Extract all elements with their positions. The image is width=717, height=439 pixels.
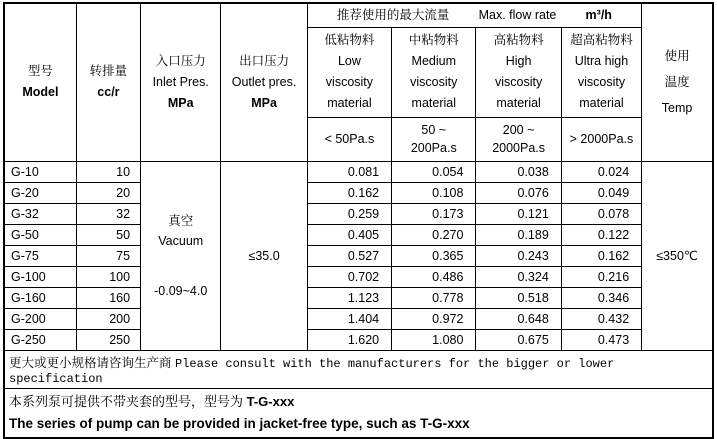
header-inlet-unit: MPa <box>167 95 194 110</box>
flow-cell: 0.270 <box>392 224 476 245</box>
header-max-flow-rate <box>307 3 641 27</box>
header-temp-en: Temp <box>661 101 693 116</box>
flow-cell: 0.324 <box>476 266 561 287</box>
table-row <box>4 182 713 203</box>
inlet-value-range: -0.09~4.0 <box>154 283 208 298</box>
displacement-cell: 200 <box>76 308 140 329</box>
model-cell: G-75 <box>4 245 76 266</box>
table-row <box>4 161 713 182</box>
footer-note-row-2 <box>4 388 713 438</box>
header-range-ultra <box>561 117 641 161</box>
model-cell: G-200 <box>4 308 76 329</box>
header-ultra-viscosity-zh: 超高粘物料 <box>570 33 633 47</box>
header-model <box>4 3 76 161</box>
header-flow-en: Max. flow rate <box>478 8 557 23</box>
table-row <box>4 266 713 287</box>
range-high-line2: 2000Pa.s <box>492 141 546 155</box>
header-displacement-zh: 转排量 <box>89 64 128 79</box>
displacement-cell: 160 <box>76 287 140 308</box>
footer-note-3-en: The series of pump can be provided in jacket-free type, such as T-G-xxx <box>9 415 470 431</box>
displacement-cell: 20 <box>76 182 140 203</box>
header-high-viscosity-zh: 高粘物料 <box>493 33 544 47</box>
displacement-cell: 50 <box>76 224 140 245</box>
footer-note-2-zh: 本系列泵可提供不带夹套的型号，型号为 <box>9 393 247 409</box>
range-high-line1: 200 ~ <box>502 123 535 137</box>
table-row <box>4 287 713 308</box>
temperature-value-cell: ≤350℃ <box>642 161 713 350</box>
header-low-viscosity-en2: viscosity <box>325 75 374 89</box>
flow-cell: 0.473 <box>561 329 641 350</box>
header-low-viscosity-en3: material <box>327 96 372 110</box>
footer-note-1 <box>4 350 713 388</box>
header-ultra-viscosity-en3: material <box>579 96 624 110</box>
range-ultra-label: > 2000Pa.s <box>569 132 634 146</box>
flow-cell: 0.108 <box>392 182 476 203</box>
flow-cell: 0.527 <box>307 245 391 266</box>
displacement-cell: 10 <box>76 161 140 182</box>
header-model-en: Model <box>22 85 59 100</box>
header-outlet-pressure <box>221 3 307 161</box>
header-low-viscosity-en: Low <box>337 54 361 68</box>
header-model-zh: 型号 <box>27 64 53 79</box>
flow-cell: 0.076 <box>476 182 561 203</box>
flow-cell: 0.173 <box>392 203 476 224</box>
flow-cell: 0.216 <box>561 266 641 287</box>
flow-cell: 0.259 <box>307 203 391 224</box>
displacement-cell: 100 <box>76 266 140 287</box>
header-temp-zh1: 使用 <box>664 49 690 64</box>
header-ultra-viscosity-en2: viscosity <box>577 75 626 89</box>
table-row <box>4 224 713 245</box>
table-row <box>4 203 713 224</box>
header-outlet-unit: MPa <box>251 95 277 110</box>
header-ultra-viscosity-en: Ultra high <box>574 54 629 68</box>
header-ultra-high-viscosity <box>561 27 641 117</box>
footer-note-1-zh: 更大或更小规格请咨询生产商 <box>9 355 172 370</box>
flow-cell: 0.024 <box>561 161 641 182</box>
flow-cell: 0.081 <box>307 161 391 182</box>
model-cell: G-10 <box>4 161 76 182</box>
header-inlet-zh: 入口压力 <box>155 53 206 68</box>
model-cell: G-250 <box>4 329 76 350</box>
flow-cell: 0.189 <box>476 224 561 245</box>
header-medium-viscosity <box>392 27 476 117</box>
header-flow-unit: m³/h <box>585 8 612 23</box>
range-medium-line1: 50 ~ <box>421 123 447 137</box>
header-flow-zh: 推荐使用的最大流量 <box>336 8 450 23</box>
range-low-label: < 50Pa.s <box>324 132 375 146</box>
model-cell: G-32 <box>4 203 76 224</box>
outlet-pressure-value-cell: ≤35.0 <box>221 161 307 350</box>
header-range-high <box>476 117 561 161</box>
flow-cell: 0.346 <box>561 287 641 308</box>
flow-cell: 0.972 <box>392 308 476 329</box>
header-temp-zh2: 温度 <box>664 75 690 90</box>
inlet-pressure-value-cell <box>141 161 221 350</box>
flow-cell: 0.243 <box>476 245 561 266</box>
header-high-viscosity-en3: material <box>496 96 541 110</box>
model-cell: G-160 <box>4 287 76 308</box>
flow-cell: 0.038 <box>476 161 561 182</box>
flow-cell: 0.162 <box>561 245 641 266</box>
header-outlet-zh: 出口压力 <box>239 53 290 68</box>
footer-note-row-1 <box>4 350 713 388</box>
header-high-viscosity-en2: viscosity <box>494 75 543 89</box>
header-medium-viscosity-en3: material <box>411 96 456 110</box>
displacement-cell: 75 <box>76 245 140 266</box>
header-row-1 <box>4 3 713 27</box>
model-cell: G-20 <box>4 182 76 203</box>
model-cell: G-50 <box>4 224 76 245</box>
header-outlet-en: Outlet pres. <box>231 74 297 89</box>
flow-cell: 0.702 <box>307 266 391 287</box>
flow-cell: 1.404 <box>307 308 391 329</box>
flow-cell: 0.365 <box>392 245 476 266</box>
footer-note-2 <box>4 388 713 438</box>
flow-cell: 0.054 <box>392 161 476 182</box>
table-row <box>4 329 713 350</box>
table-row <box>4 245 713 266</box>
displacement-cell: 250 <box>76 329 140 350</box>
header-medium-viscosity-zh: 中粘物料 <box>408 33 459 47</box>
flow-cell: 0.675 <box>476 329 561 350</box>
flow-cell: 0.778 <box>392 287 476 308</box>
footer-note-1-en: Please consult with the manufacturers for the bigger or lower specification <box>9 356 615 386</box>
header-inlet-en: Inlet Pres. <box>152 74 209 89</box>
header-displacement-unit: cc/r <box>97 85 120 100</box>
inlet-value-en: Vacuum <box>158 233 204 248</box>
table-row <box>4 308 713 329</box>
flow-cell: 0.648 <box>476 308 561 329</box>
header-range-low <box>307 117 391 161</box>
flow-cell: 0.518 <box>476 287 561 308</box>
flow-cell: 0.122 <box>561 224 641 245</box>
flow-cell: 0.078 <box>561 203 641 224</box>
flow-cell: 0.432 <box>561 308 641 329</box>
model-cell: G-100 <box>4 266 76 287</box>
footer-note-2-model: T-G-xxx <box>246 393 295 409</box>
header-medium-viscosity-en: Medium <box>411 54 456 68</box>
flow-cell: 0.121 <box>476 203 561 224</box>
pump-spec-table <box>3 2 714 439</box>
flow-cell: 1.620 <box>307 329 391 350</box>
header-inlet-pressure <box>141 3 221 161</box>
header-range-medium <box>392 117 476 161</box>
range-medium-line2: 200Pa.s <box>410 141 457 155</box>
flow-cell: 0.049 <box>561 182 641 203</box>
displacement-cell: 32 <box>76 203 140 224</box>
header-high-viscosity <box>476 27 561 117</box>
header-medium-viscosity-en2: viscosity <box>410 75 458 89</box>
header-temperature <box>642 3 713 161</box>
flow-cell: 1.080 <box>392 329 476 350</box>
header-low-viscosity-zh: 低粘物料 <box>324 33 375 47</box>
header-high-viscosity-en: High <box>505 54 532 68</box>
flow-cell: 0.486 <box>392 266 476 287</box>
flow-cell: 1.123 <box>307 287 391 308</box>
header-displacement <box>76 3 140 161</box>
inlet-value-zh: 真空 <box>168 213 194 228</box>
header-low-viscosity <box>307 27 391 117</box>
flow-cell: 0.405 <box>307 224 391 245</box>
flow-cell: 0.162 <box>307 182 391 203</box>
